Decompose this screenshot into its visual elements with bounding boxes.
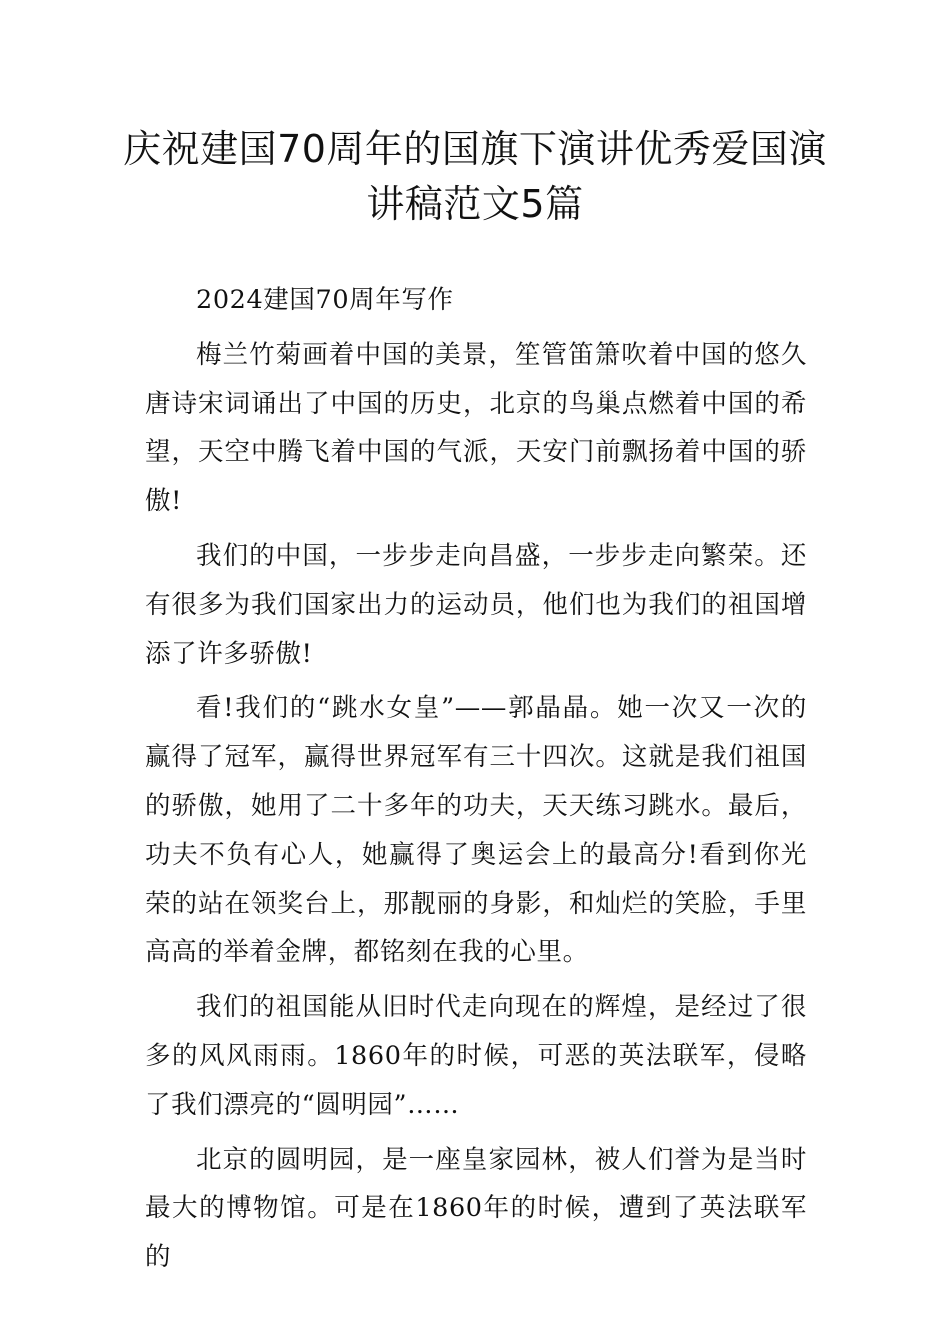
paragraph-5: 北京的圆明园，是一座皇家园林，被人们誉为是当时最大的博物馆。可是在1860年的时候，遭到了英法联军的 <box>145 1144 807 1273</box>
document-body <box>145 276 807 1288</box>
document-title: 庆祝建国70周年的国旗下演讲优秀爱国演讲稿范文5篇 <box>123 127 827 226</box>
paragraph-2: 我们的中国，一步步走向昌盛，一步步走向繁荣。还有很多为我们国家出力的运动员，他们也为我们的祖国增添了许多骄傲! <box>145 540 807 669</box>
intro-line: 2024建国70周年写作 <box>196 285 454 315</box>
paragraph-4: 我们的祖国能从旧时代走向现在的辉煌，是经过了很多的风风雨雨。1860年的时候，可恶的英法联军，侵略了我们漂亮的“圆明园”…… <box>145 992 807 1120</box>
paragraph-1: 梅兰竹菊画着中国的美景，笙管笛箫吹着中国的悠久唐诗宋词诵出了中国的历史，北京的鸟巢点燃着中国的希望，天空中腾飞着中国的气派，天安门前飘扬着中国的骄傲! <box>145 339 807 517</box>
paragraph-3: 看!我们的“跳水女皇”——郭晶晶。她一次又一次的赢得了冠军，赢得世界冠军有三十四次。这就是我们祖国的骄傲，她用了二十多年的功夫，天天练习跳水。最后，功夫不负有心人，她赢得了奥运会上的最高分!看到你光荣的站在领奖台上，那靓丽的身影，和灿烂的笑脸，手里高高的举着金牌，都铭刻在我的心里。 <box>145 693 807 968</box>
